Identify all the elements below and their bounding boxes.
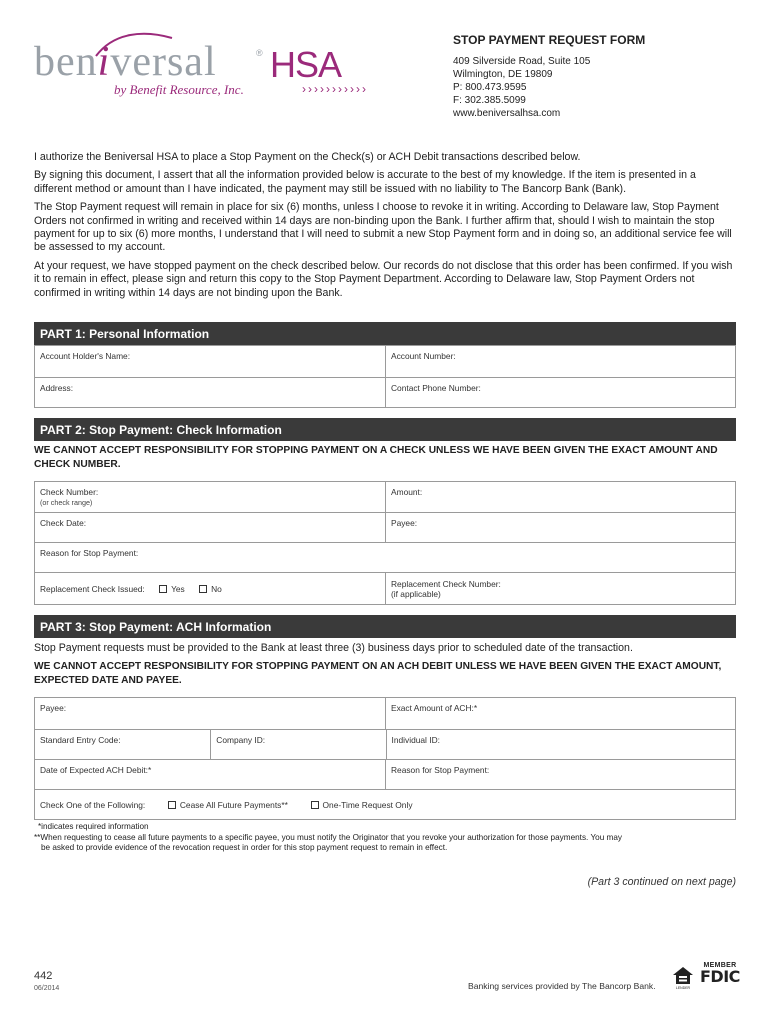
logo-registered-mark: ® [256, 48, 263, 58]
contact-phone-field[interactable]: Contact Phone Number: [385, 378, 735, 407]
beniversal-hsa-logo [34, 38, 374, 98]
form-date: 06/2014 [34, 985, 60, 992]
check-one-row: Check One of the Following: Cease All Future Payments** One-Time Request Only [40, 800, 413, 810]
authorization-text [34, 151, 736, 305]
address-field[interactable]: Address: [40, 383, 74, 393]
fax: F: 302.385.5099 [453, 95, 526, 106]
part3-grid [34, 697, 736, 820]
replacement-issued-row: Replacement Check Issued: Yes No [40, 584, 222, 594]
part3-header: PART 3: Stop Payment: ACH Information [34, 615, 736, 638]
replacement-no-checkbox[interactable] [199, 585, 207, 593]
svg-text:LENDER: LENDER [675, 986, 691, 990]
part2-header: PART 2: Stop Payment: Check Information [34, 418, 736, 441]
footnote-required: *indicates required information [38, 822, 149, 831]
expected-date-field[interactable]: Date of Expected ACH Debit:* [40, 765, 152, 775]
individual-id-field[interactable]: Individual ID: [386, 730, 735, 759]
amount-field[interactable]: Amount: [385, 482, 735, 512]
company-info [453, 33, 743, 120]
company-id-field[interactable]: Company ID: [210, 730, 385, 759]
logo-arrows: ››››››››››› [302, 82, 368, 96]
form-title: STOP PAYMENT REQUEST FORM [453, 33, 646, 47]
standard-entry-code-field[interactable]: Standard Entry Code: [40, 735, 121, 745]
replacement-yes-checkbox[interactable] [159, 585, 167, 593]
address-line-1: 409 Silverside Road, Suite 105 [453, 56, 591, 67]
reason-field[interactable]: Reason for Stop Payment: [40, 548, 139, 558]
replacement-number-field[interactable]: Replacement Check Number: (if applicable) [385, 573, 735, 604]
fdic-member-logo: MEMBER FDIC [700, 962, 740, 986]
account-holder-name-field[interactable]: Account Holder's Name: [40, 351, 131, 361]
logo-wordmark: beniversal [34, 39, 217, 85]
website-link[interactable]: www.beniversalhsa.com [453, 108, 561, 119]
payee-field[interactable]: Payee: [385, 513, 735, 542]
account-number-field[interactable]: Account Number: [385, 346, 735, 377]
intro-paragraph-1: I authorize the Beniversal HSA to place a Stop Payment on the Check(s) or ACH Debit transactions described below. [34, 151, 581, 163]
part3-note: Stop Payment requests must be provided to the Bank at least three (3) business days prior to scheduled date of the transaction. [34, 642, 633, 654]
one-time-checkbox[interactable] [311, 801, 319, 809]
ach-payee-field[interactable]: Payee: [40, 703, 67, 713]
footnotes [34, 822, 736, 854]
check-date-field[interactable]: Check Date: [40, 518, 87, 528]
equal-housing-lender-icon [672, 966, 694, 990]
part2-grid [34, 481, 736, 605]
part2-warning: WE CANNOT ACCEPT RESPONSIBILITY FOR STOPPING PAYMENT ON A CHECK UNLESS WE HAVE BEEN GIVEN THE EXACT AMOUNT AND CHECK NUMBER. [34, 445, 718, 470]
check-number-field[interactable]: Check Number: (or check range) [40, 487, 99, 507]
part3-warning: WE CANNOT ACCEPT RESPONSIBILITY FOR STOPPING PAYMENT ON AN ACH DEBIT UNLESS WE HAVE BEEN GIVEN THE EXACT AMOUNT, EXPECTED DATE AND PAYEE. [34, 661, 722, 686]
phone: P: 800.473.9595 [453, 82, 527, 93]
bank-disclosure: Banking services provided by The Bancorp Bank. [468, 981, 656, 991]
footnote-revocation-cont: be asked to provide evidence of the revocation request in order for this stop payment request to remain in effect. [41, 843, 448, 852]
part1-grid [34, 345, 736, 408]
intro-paragraph-3: The Stop Payment request will remain in place for six (6) months, unless I choose to revoke it in writing. According to Delaware law, Stop Payment Orders not confirmed in writing and received within 14 days are non-binding upon the Bank. I further affirm that, should I wish to maintain the stop payment for up to six (6) more months, I understand that I will need to submit a new Stop Payment form and in doing so, an additional service fee will be assessed to my account. [34, 201, 732, 254]
logo-byline: by Benefit Resource, Inc. [114, 82, 244, 97]
form-number: 442 [34, 970, 53, 982]
ach-reason-field[interactable]: Reason for Stop Payment: [385, 760, 735, 789]
part1-header: PART 1: Personal Information [34, 322, 736, 345]
continued-note: (Part 3 continued on next page) [587, 876, 736, 888]
intro-paragraph-4: At your request, we have stopped payment on the check described below. Our records do not disclose that this order has been confirmed. If you wish it to remain in effect, please sign and return this copy to the Stop Payment Department. According to Delaware law, Stop Payment Orders not confirmed in writing within 14 days are not binding upon the Bank. [34, 259, 733, 299]
ach-exact-amount-field[interactable]: Exact Amount of ACH:* [385, 698, 735, 729]
footnote-revocation: **When requesting to cease all future payments to a specific payee, you must notify the Originator that you revoke your authorization for those payments. You may [34, 832, 623, 842]
intro-paragraph-2: By signing this document, I assert that all the information provided below is accurate to the best of my knowledge. If the item is presented in a different method or amount than I have indicated, the payment may still be issued with no liability to The Bancorp Bank (Bank). [34, 169, 696, 195]
cease-all-checkbox[interactable] [168, 801, 176, 809]
logo-hsa: HSA [270, 44, 342, 85]
address-line-2: Wilmington, DE 19809 [453, 69, 553, 80]
